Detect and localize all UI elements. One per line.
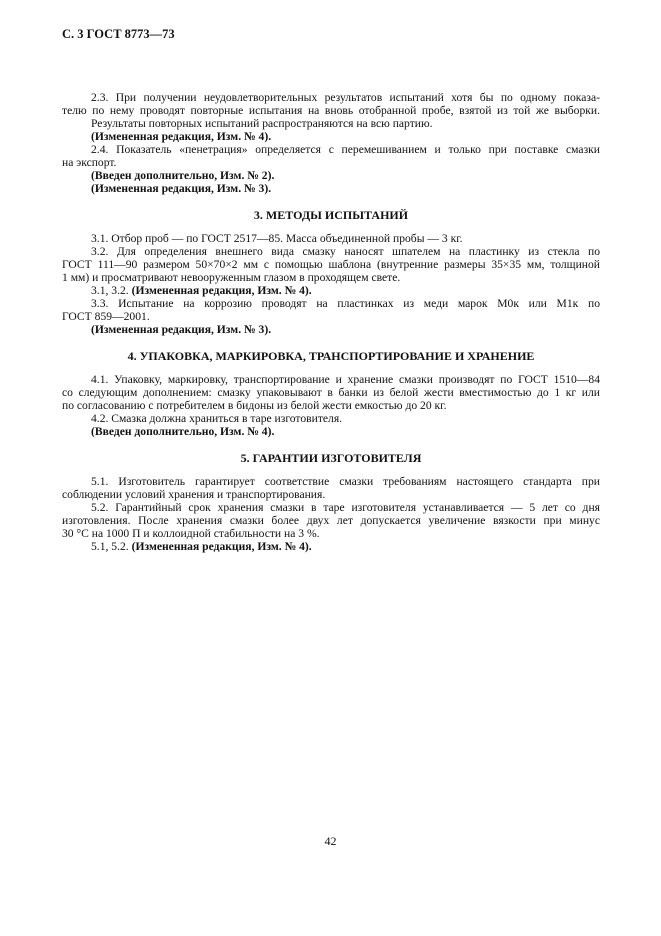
- text-line: [62, 284, 600, 297]
- line-text: 3.1, 3.2.: [91, 284, 132, 297]
- text-line: [62, 399, 600, 412]
- text-line: [62, 540, 600, 553]
- amendment-note: [62, 425, 600, 438]
- text-line: [62, 412, 600, 425]
- section-heading: 5. ГАРАНТИИ ИЗГОТОВИТЕЛЯ: [240, 451, 422, 465]
- line-text: со следующим дополнением: смазку упаковывают в банки из белой жести вместимостью до 1 кг или: [62, 386, 600, 399]
- text-line: [62, 501, 600, 514]
- amendment-text: (Измененная редакция, Изм. № 3).: [91, 323, 272, 336]
- line-text: на экспорт.: [62, 156, 117, 169]
- line-text: 3.3. Испытание на коррозию проводят на пластинках из меди марок М0к или М1к по: [91, 297, 600, 310]
- line-text: 2.3. При получении неудовлетворительных результатов испытаний хотя бы по одному показа-: [91, 91, 600, 104]
- line-text: 5.2. Гарантийный срок хранения смазки в таре изготовителя устанавливается — 5 лет со дня: [91, 501, 600, 514]
- line-text: Результаты повторных испытаний распространяются на всю партию.: [91, 117, 433, 130]
- line-text: 4.1. Упаковку, маркировку, транспортирование и хранение смазки производят по ГОСТ 1510—84: [91, 373, 600, 386]
- text-line: [62, 245, 600, 258]
- line-text: 5.1. Изготовитель гарантирует соответствие смазки требованиям настоящего стандарта при: [91, 475, 600, 488]
- text-line: [62, 117, 600, 130]
- line-text: телю по нему проводят повторные испытания на вновь отобранной пробе, взятой из той же выборки.: [62, 104, 600, 117]
- line-text: 4.2. Смазка должна храниться в таре изготовителя.: [91, 412, 343, 425]
- amendment-text: (Введен дополнительно, Изм. № 2).: [91, 169, 275, 182]
- text-line: [62, 156, 600, 169]
- line-text: 3.2. Для определения внешнего вида смазку наносят шпателем на пластинку из стекла по: [91, 245, 600, 258]
- amendment-text: (Измененная редакция, Изм. № 4).: [91, 130, 272, 143]
- text-line: [62, 310, 600, 323]
- section-heading: 4. УПАКОВКА, МАРКИРОВКА, ТРАНСПОРТИРОВАНИЕ И ХРАНЕНИЕ: [127, 349, 535, 363]
- text-line: [62, 258, 600, 271]
- amendment-text: (Измененная редакция, Изм. № 3).: [91, 182, 272, 195]
- amendment-note: [62, 130, 600, 143]
- line-text: по согласованию с потребителем в бидоны из белой жести емкостью до 20 кг.: [62, 399, 447, 412]
- text-line: [62, 527, 600, 540]
- text-line: [62, 91, 600, 104]
- text-line: [62, 386, 600, 399]
- amendment-text: (Введен дополнительно, Изм. № 4).: [91, 425, 275, 438]
- text-line: [62, 271, 600, 284]
- line-text: ГОСТ 859—2001.: [62, 310, 150, 323]
- amendment-note: [62, 169, 600, 182]
- section-heading: 3. МЕТОДЫ ИСПЫТАНИЙ: [253, 208, 409, 222]
- line-text: 1 мм) и просматривают невооруженным глазом в проходящем свете.: [62, 271, 401, 284]
- text-line: [62, 475, 600, 488]
- line-text: 5.1, 5.2.: [91, 540, 132, 553]
- text-line: [62, 297, 600, 310]
- text-line: [62, 514, 600, 527]
- text-line: [62, 143, 600, 156]
- amendment-note: [62, 182, 600, 195]
- line-text: 2.4. Показатель «пенетрация» определяется с перемешиванием и только при поставке смазки: [91, 143, 600, 156]
- text-line: [62, 488, 600, 501]
- page-number: 42: [324, 834, 337, 848]
- text-line: [62, 232, 600, 245]
- amendment-note: [62, 323, 600, 336]
- text-line: [62, 373, 600, 386]
- line-text: 30 °С на 1000 П и коллоидной стабильности на 3 %.: [62, 527, 320, 540]
- text-line: [62, 104, 600, 117]
- line-text: 3.1. Отбор проб — по ГОСТ 2517—85. Масса объединенной пробы — 3 кг.: [91, 232, 463, 245]
- amendment-text: (Измененная редакция, Изм. № 4).: [131, 284, 312, 297]
- line-text: ГОСТ 111—90 размером 50×70×2 мм с помощью шаблона (внутренние размеры 35×35 мм, толщиной: [62, 258, 600, 271]
- line-text: соблюдении условий хранения и транспортирования.: [62, 488, 326, 501]
- page-header: С. 3 ГОСТ 8773—73: [62, 27, 175, 41]
- amendment-text: (Измененная редакция, Изм. № 4).: [131, 540, 312, 553]
- line-text: изготовления. После хранения смазки более двух лет допускается увеличение вязкости при минус: [62, 514, 600, 527]
